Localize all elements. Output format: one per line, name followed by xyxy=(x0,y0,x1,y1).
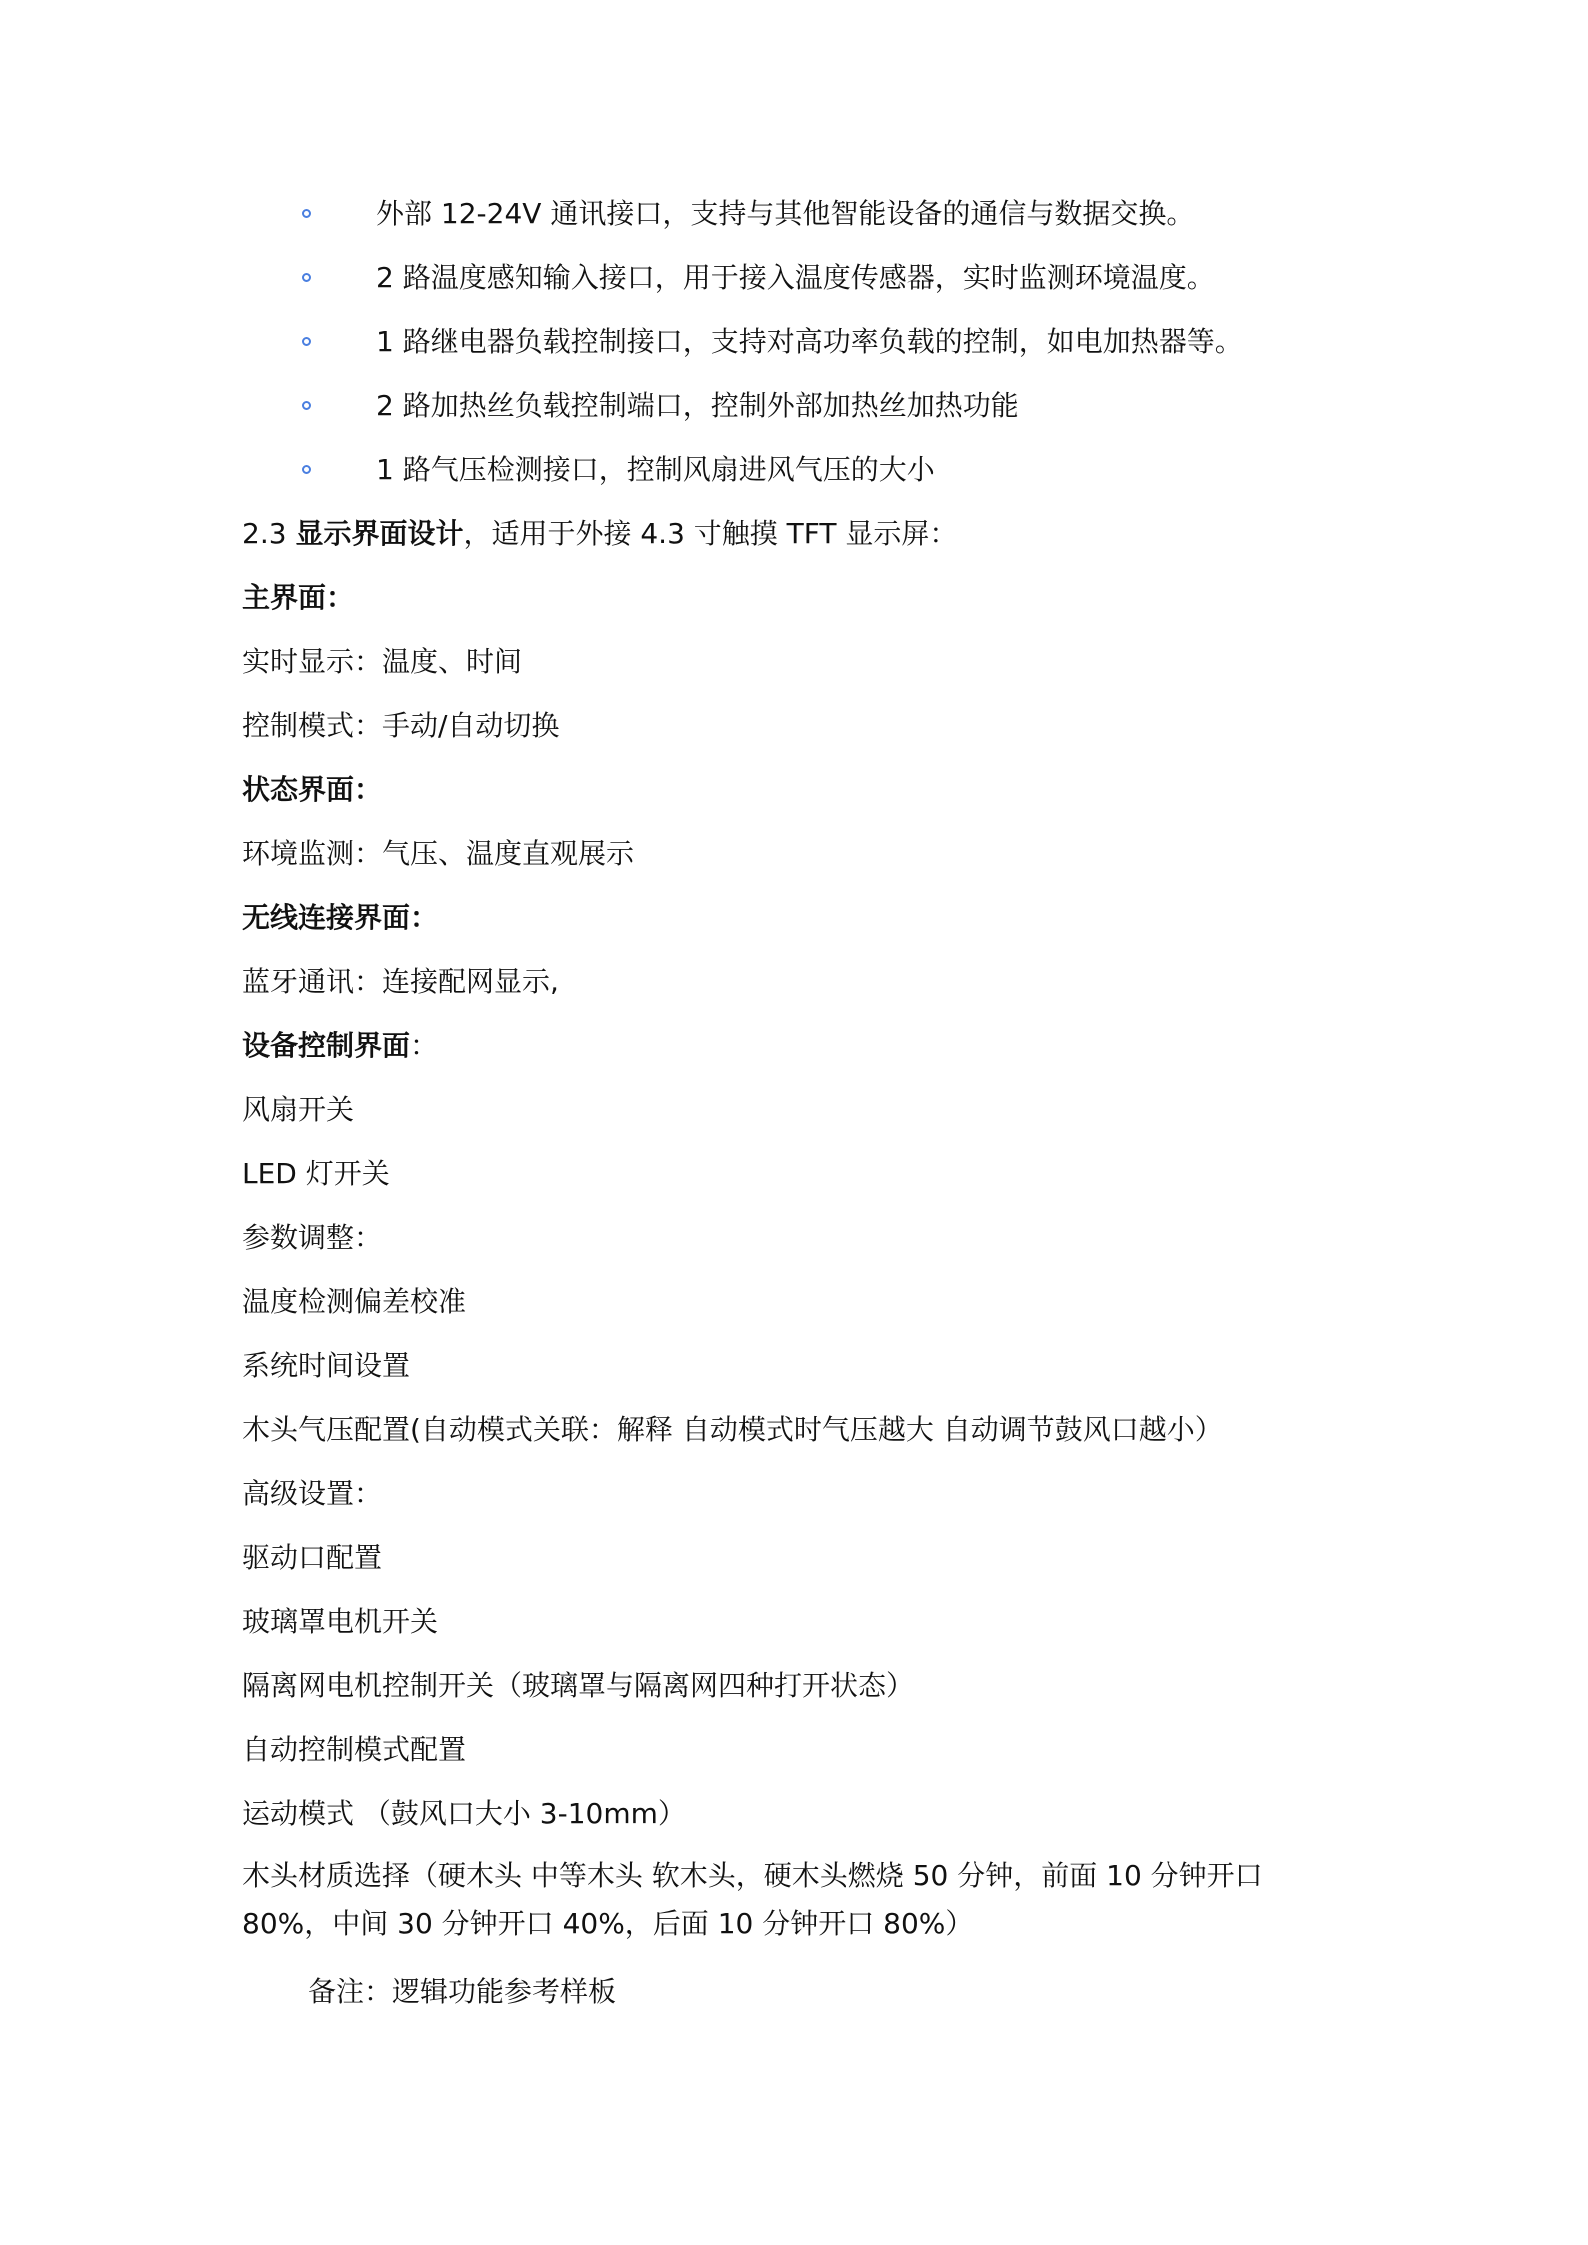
glass-cover-motor-line: 玻璃罩电机开关 xyxy=(242,1605,439,1638)
list-item-text: 外部 12-24V 通讯接口，支持与其他智能设备的通信与数据交换。 xyxy=(376,197,1195,230)
list-item xyxy=(0,322,1588,366)
drive-port-line: 驱动口配置 xyxy=(242,1541,383,1574)
motion-mode-line: 运动模式 （鼓风口大小 3-10mm） xyxy=(242,1797,686,1830)
hollow-circle-bullet-icon xyxy=(302,273,311,282)
hollow-circle-bullet-icon xyxy=(302,209,311,218)
device-control-heading-colon: ： xyxy=(410,1029,439,1062)
isolation-net-motor-line: 隔离网电机控制开关（玻璃罩与隔离网四种打开状态） xyxy=(242,1669,915,1702)
env-monitor-line: 环境监测：气压、温度直观展示 xyxy=(242,837,635,870)
hollow-circle-bullet-icon xyxy=(302,465,311,474)
auto-control-mode-line: 自动控制模式配置 xyxy=(242,1733,467,1766)
bluetooth-line: 蓝牙通讯：连接配网显示, xyxy=(242,965,559,998)
realtime-display-line: 实时显示：温度、时间 xyxy=(242,645,523,678)
temp-calibration-line: 温度检测偏差校准 xyxy=(242,1285,467,1318)
device-control-heading xyxy=(242,1026,438,1066)
list-item-text: 2 路加热丝负载控制端口，控制外部加热丝加热功能 xyxy=(376,389,1019,422)
wood-material-paragraph xyxy=(242,1852,1263,1948)
section-number: 2.3 xyxy=(242,517,296,550)
list-item xyxy=(0,194,1588,238)
wood-pressure-line: 木头气压配置(自动模式关联：解释 自动模式时气压越大 自动调节鼓风口越小） xyxy=(242,1413,1223,1446)
led-switch-line: LED 灯开关 xyxy=(242,1157,390,1190)
fan-switch-line: 风扇开关 xyxy=(242,1093,355,1126)
list-item-text: 1 路气压检测接口，控制风扇进风气压的大小 xyxy=(376,453,935,486)
list-item xyxy=(0,258,1588,302)
list-item-text: 2 路温度感知输入接口，用于接入温度传感器，实时监测环境温度。 xyxy=(376,261,1215,294)
note-line: 备注：逻辑功能参考样板 xyxy=(308,1975,617,2008)
main-screen-heading: 主界面： xyxy=(242,581,355,614)
control-mode-line: 控制模式：手动/自动切换 xyxy=(242,709,560,742)
list-item xyxy=(0,450,1588,494)
section-heading-rest: ，适用于外接 4.3 寸触摸 TFT 显示屏： xyxy=(463,517,958,550)
wood-material-line-2: 80%，中间 30 分钟开口 40%，后面 10 分钟开口 80%） xyxy=(242,1907,974,1940)
advanced-settings-line: 高级设置： xyxy=(242,1477,383,1510)
system-time-line: 系统时间设置 xyxy=(242,1349,411,1382)
device-control-heading-title: 设备控制界面 xyxy=(242,1029,411,1062)
status-screen-heading: 状态界面： xyxy=(242,773,383,806)
wood-material-line-1: 木头材质选择（硬木头 中等木头 软木头，硬木头燃烧 50 分钟，前面 10 分钟开口 xyxy=(242,1859,1263,1892)
section-heading xyxy=(242,514,957,554)
list-item xyxy=(0,386,1588,430)
section-title: 显示界面设计 xyxy=(295,517,464,550)
hollow-circle-bullet-icon xyxy=(302,401,311,410)
hollow-circle-bullet-icon xyxy=(302,337,311,346)
list-item-text: 1 路继电器负载控制接口，支持对高功率负载的控制，如电加热器等。 xyxy=(376,325,1243,358)
param-adjust-line: 参数调整： xyxy=(242,1221,383,1254)
wireless-screen-heading: 无线连接界面： xyxy=(242,901,439,934)
